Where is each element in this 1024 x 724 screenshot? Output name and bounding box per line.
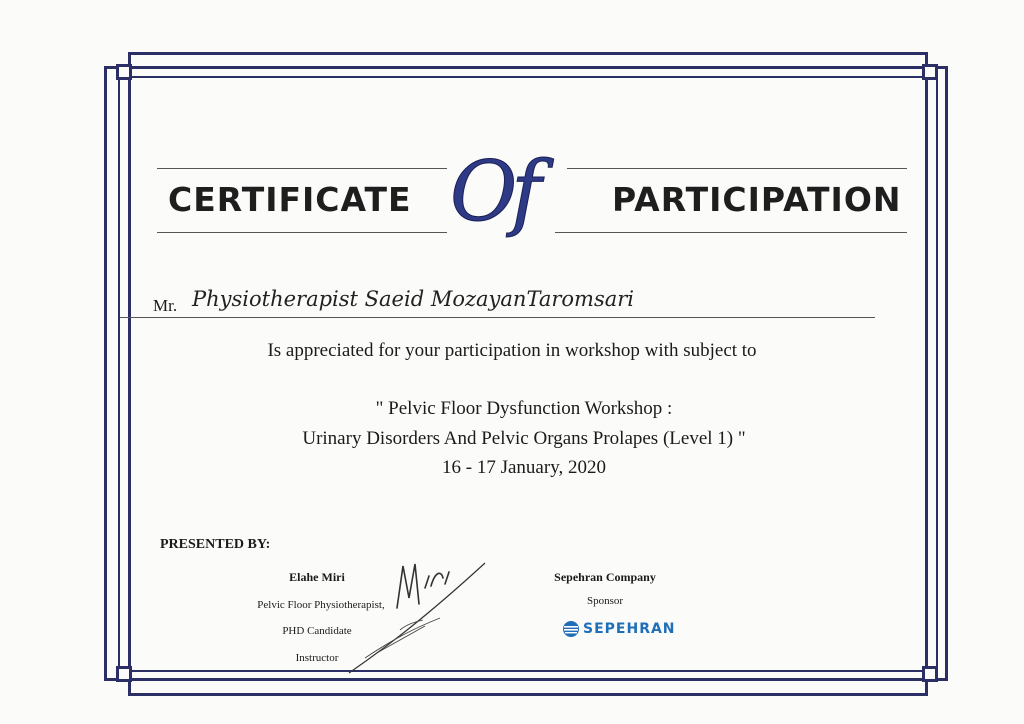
title-rule-bottom-right	[555, 232, 907, 233]
sepehran-logo-wordmark: SEPEHRAN	[583, 621, 676, 637]
recipient-name: Physiotherapist Saeid MozayanTaromsari	[192, 287, 635, 311]
certificate-title-left: CERTIFICATE	[168, 180, 412, 219]
workshop-date: 16 - 17 January, 2020	[442, 457, 606, 478]
presenter-role-2: PHD Candidate	[282, 625, 352, 637]
workshop-title-line2: Urinary Disorders And Pelvic Organs Prolapes (Level 1) "	[302, 428, 746, 449]
title-rule-top-right	[567, 168, 907, 169]
presenter-signature	[345, 558, 495, 678]
presenter-name: Elahe Miri	[289, 570, 345, 584]
frame-corner-top-right	[922, 64, 938, 80]
frame-corner-bottom-right	[922, 666, 938, 682]
presenter-role-1: Pelvic Floor Physiotherapist,	[257, 599, 385, 611]
presented-by-heading: PRESENTED BY:	[160, 537, 271, 552]
workshop-title-line1: " Pelvic Floor Dysfunction Workshop :	[375, 398, 673, 419]
sponsor-logo	[562, 620, 676, 638]
presenter-role-3: Instructor	[295, 652, 339, 664]
sponsor-company: Sepehran Company	[554, 570, 656, 584]
frame-corner-bottom-left	[116, 666, 132, 682]
appreciation-text: Is appreciated for your participation in workshop with subject to	[267, 340, 757, 361]
sepehran-logo-icon	[562, 620, 580, 638]
title-rule-top-left	[157, 168, 447, 169]
certificate-title-of: Of	[450, 145, 536, 240]
recipient-prefix: Mr.	[153, 296, 178, 315]
sponsor-label: Sponsor	[586, 595, 624, 607]
title-rule-bottom-left	[157, 232, 447, 233]
frame-corner-top-left	[116, 64, 132, 80]
recipient-underline	[120, 317, 875, 318]
certificate-title-right: PARTICIPATION	[612, 180, 902, 219]
